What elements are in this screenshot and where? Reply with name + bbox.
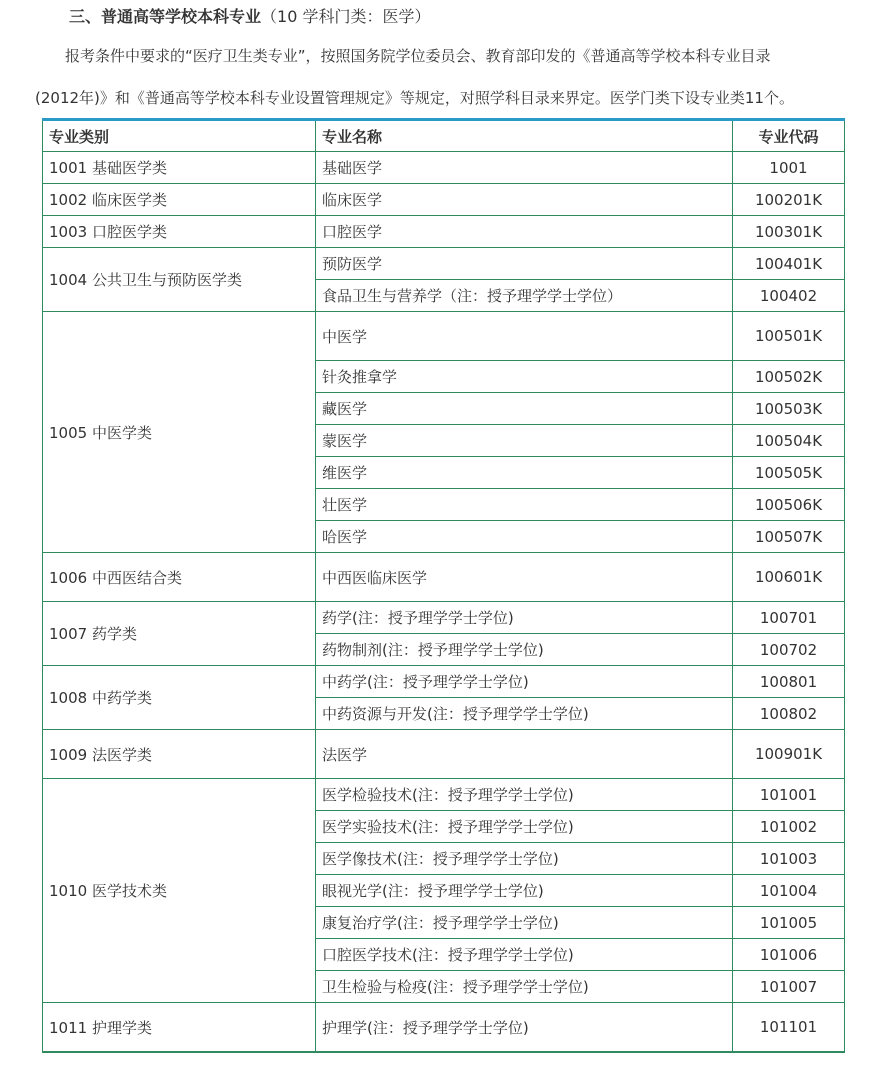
major-code-cell: 101003	[733, 843, 845, 875]
major-code-cell: 100501K	[733, 312, 845, 361]
major-name-cell: 预防医学	[316, 248, 733, 280]
table-row	[43, 184, 845, 216]
table-row	[43, 248, 845, 280]
major-name-cell: 蒙医学	[316, 425, 733, 457]
major-name-cell: 口腔医学	[316, 216, 733, 248]
major-code-cell: 100201K	[733, 184, 845, 216]
major-name-cell: 临床医学	[316, 184, 733, 216]
category-cell: 1002 临床医学类	[43, 184, 316, 216]
major-name-cell: 护理学(注：授予理学学士学位)	[316, 1003, 733, 1053]
major-table	[42, 118, 845, 1053]
major-code-cell: 101002	[733, 811, 845, 843]
category-cell: 1010 医学技术类	[43, 779, 316, 1003]
category-cell: 1007 药学类	[43, 602, 316, 666]
table-header-row	[43, 120, 845, 152]
major-code-cell: 100301K	[733, 216, 845, 248]
table-row	[43, 779, 845, 811]
major-code-cell: 100702	[733, 634, 845, 666]
major-name-cell: 壮医学	[316, 489, 733, 521]
section-heading-note: （10 学科门类：医学）	[261, 7, 431, 26]
table-row	[43, 152, 845, 184]
table-body	[43, 152, 845, 1053]
intro-paragraph-line-2: (2012年)》和《普通高等学校本科专业设置管理规定》等规定，对照学科目录来界定。医学门类下设专业类11个。	[35, 89, 794, 107]
major-name-cell: 藏医学	[316, 393, 733, 425]
major-code-cell: 100801	[733, 666, 845, 698]
header-code: 专业代码	[733, 120, 845, 152]
major-code-cell: 100701	[733, 602, 845, 634]
intro-paragraph-line-1: 报考条件中要求的“医疗卫生类专业”，按照国务院学位委员会、教育部印发的《普通高等学校本科专业目录	[65, 47, 771, 65]
major-code-cell: 101001	[733, 779, 845, 811]
table-row	[43, 730, 845, 779]
major-code-cell: 100802	[733, 698, 845, 730]
header-name: 专业名称	[316, 120, 733, 152]
major-name-cell: 卫生检验与检疫(注：授予理学学士学位)	[316, 971, 733, 1003]
major-code-cell: 100402	[733, 280, 845, 312]
table-row	[43, 216, 845, 248]
major-code-cell: 101005	[733, 907, 845, 939]
major-code-cell: 100901K	[733, 730, 845, 779]
major-name-cell: 康复治疗学(注：授予理学学士学位)	[316, 907, 733, 939]
major-name-cell: 食品卫生与营养学（注：授予理学学士学位）	[316, 280, 733, 312]
category-cell: 1001 基础医学类	[43, 152, 316, 184]
major-name-cell: 医学实验技术(注：授予理学学士学位)	[316, 811, 733, 843]
major-code-cell: 101101	[733, 1003, 845, 1053]
major-name-cell: 中药学(注：授予理学学士学位)	[316, 666, 733, 698]
major-name-cell: 法医学	[316, 730, 733, 779]
major-code-cell: 1001	[733, 152, 845, 184]
category-cell: 1009 法医学类	[43, 730, 316, 779]
category-cell: 1005 中医学类	[43, 312, 316, 553]
table-row	[43, 312, 845, 361]
major-code-cell: 101007	[733, 971, 845, 1003]
category-cell: 1011 护理学类	[43, 1003, 316, 1053]
category-cell: 1004 公共卫生与预防医学类	[43, 248, 316, 312]
major-code-cell: 100401K	[733, 248, 845, 280]
section-heading	[69, 4, 430, 30]
category-cell: 1006 中西医结合类	[43, 553, 316, 602]
category-cell: 1003 口腔医学类	[43, 216, 316, 248]
major-name-cell: 中药资源与开发(注：授予理学学士学位)	[316, 698, 733, 730]
major-name-cell: 哈医学	[316, 521, 733, 553]
major-code-cell: 100503K	[733, 393, 845, 425]
table-row	[43, 553, 845, 602]
major-name-cell: 药物制剂(注：授予理学学士学位)	[316, 634, 733, 666]
major-code-cell: 100506K	[733, 489, 845, 521]
major-code-cell: 100601K	[733, 553, 845, 602]
header-category: 专业类别	[43, 120, 316, 152]
major-code-cell: 100505K	[733, 457, 845, 489]
major-name-cell: 医学检验技术(注：授予理学学士学位)	[316, 779, 733, 811]
category-cell: 1008 中药学类	[43, 666, 316, 730]
section-heading-bold: 三、普通高等学校本科专业	[69, 7, 262, 26]
major-code-cell: 100507K	[733, 521, 845, 553]
major-code-cell: 101004	[733, 875, 845, 907]
major-name-cell: 口腔医学技术(注：授予理学学士学位)	[316, 939, 733, 971]
major-code-cell: 100502K	[733, 361, 845, 393]
major-name-cell: 中医学	[316, 312, 733, 361]
major-code-cell: 100504K	[733, 425, 845, 457]
table-row	[43, 1003, 845, 1053]
major-name-cell: 维医学	[316, 457, 733, 489]
major-name-cell: 基础医学	[316, 152, 733, 184]
major-name-cell: 中西医临床医学	[316, 553, 733, 602]
table-row	[43, 666, 845, 698]
major-code-cell: 101006	[733, 939, 845, 971]
major-name-cell: 针灸推拿学	[316, 361, 733, 393]
major-name-cell: 眼视光学(注：授予理学学士学位)	[316, 875, 733, 907]
major-name-cell: 药学(注：授予理学学士学位)	[316, 602, 733, 634]
major-name-cell: 医学像技术(注：授予理学学士学位)	[316, 843, 733, 875]
table-row	[43, 602, 845, 634]
